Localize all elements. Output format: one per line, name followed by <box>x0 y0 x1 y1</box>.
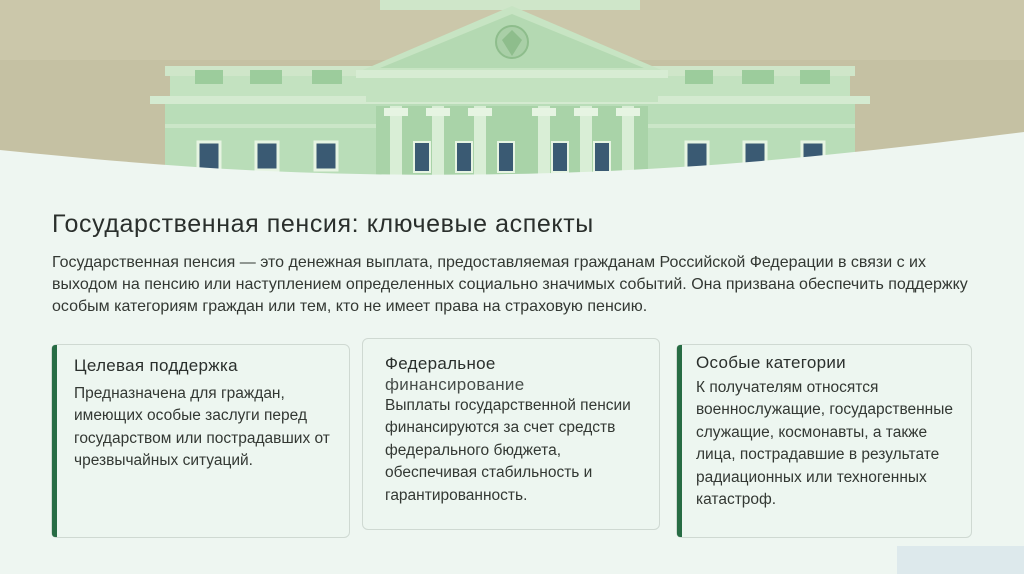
card-text: К получателям относятся военнослужащие, государственные служащие, космонавты, а также лица, пострадавшие в результате радиационных или техногенных катастроф. <box>696 379 954 509</box>
card-heading: Особые категории <box>696 353 846 372</box>
card-target-support <box>51 344 350 538</box>
card-federal-financing <box>362 338 660 530</box>
card-heading: Целевая поддержка <box>74 356 238 375</box>
card-accent-bar <box>52 345 57 537</box>
page-title: Государственная пенсия: ключевые аспекты <box>52 210 594 238</box>
footer-strip <box>897 546 1024 574</box>
card-special-categories <box>676 344 972 538</box>
intro-paragraph: Государственная пенсия — это денежная выплата, предоставляемая гражданам Российской Федерации в связи с их выходом на пенсию или наступлением определенных социально значимых событий. Она призвана обеспечить поддержку особым категориям граждан или тем, кто не имеет права на страховую пенсию. <box>52 254 968 315</box>
card-text: Выплаты государственной пенсии финансируются за счет средств федерального бюджета, обеспечивая стабильность и гарантированность. <box>385 397 631 504</box>
card-text: Предназначена для граждан, имеющих особые заслуги перед государством или пострадавших от чрезвычайных ситуаций. <box>74 385 330 470</box>
card-heading <box>385 353 585 395</box>
hero-illustration <box>0 0 1024 190</box>
card-heading-line2: финансирование <box>385 375 525 394</box>
card-heading-line1: Федеральное <box>385 354 496 373</box>
card-accent-bar <box>677 345 682 537</box>
